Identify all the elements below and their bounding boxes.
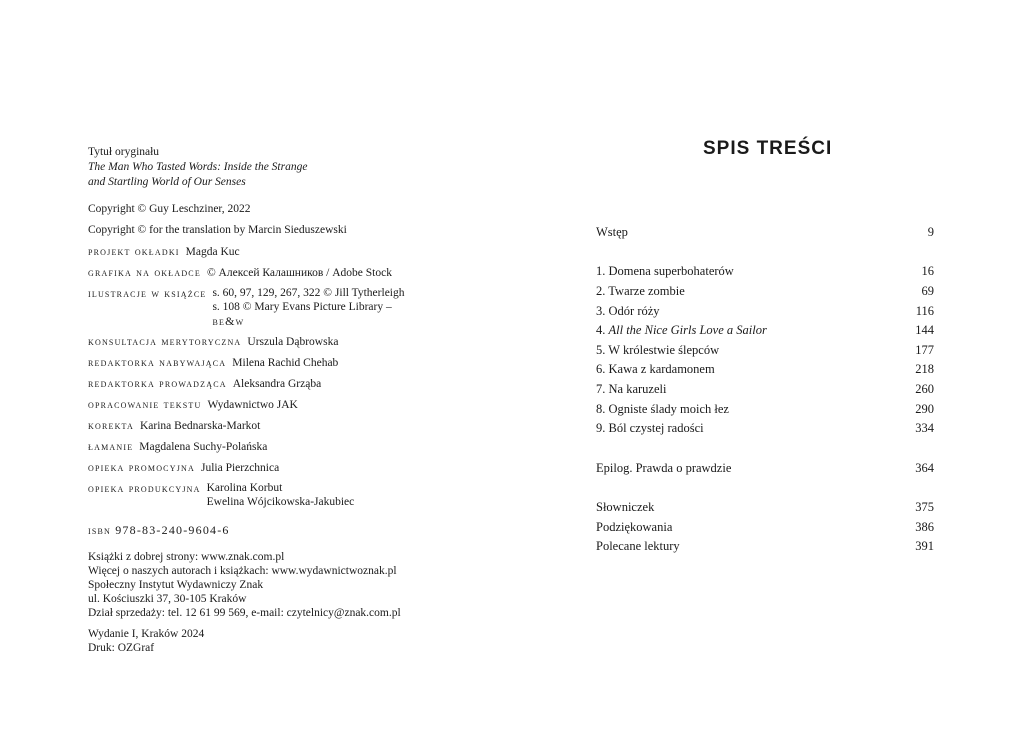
publisher-line: Dział sprzedaży: tel. 12 61 99 569, e-mail: czytelnicy@znak.com.pl: [88, 607, 401, 619]
credit-role: łamanie: [88, 439, 134, 453]
credit-managing-editor: [88, 376, 321, 391]
credit-name: Urszula Dąbrowska: [247, 336, 339, 348]
toc-entry-page: 69: [921, 284, 934, 298]
credit-illustrations: [88, 286, 405, 329]
credit-name: © Алексей Калашников / Adobe Stock: [206, 267, 392, 279]
toc-entry-number: 4.: [596, 323, 609, 337]
credit-name: Karina Bednarska-Markot: [139, 420, 261, 432]
edition: Wydanie I, Kraków 2024: [88, 628, 205, 640]
toc-entry-page: 144: [915, 323, 934, 337]
credit-role: opracowanie tekstu: [88, 397, 202, 411]
toc-entry-page: 16: [921, 264, 934, 278]
toc-entry[interactable]: [596, 520, 934, 536]
credit-name-block: [207, 481, 355, 509]
toc-entry-label: 6. Kawa z kardamonem: [596, 362, 715, 376]
credit-name: Magda Kuc: [185, 246, 240, 258]
original-title-line1: The Man Who Tasted Words: Inside the Strange: [88, 161, 308, 173]
print-info: Druk: OZGraf: [88, 642, 155, 654]
credit-name-block: [212, 286, 404, 329]
toc-entry-label: 2. Twarze zombie: [596, 284, 685, 298]
original-title-line2: and Startling World of Our Senses: [88, 176, 246, 188]
toc-entry[interactable]: [596, 284, 934, 300]
toc-entry[interactable]: [596, 343, 934, 359]
toc-entry-page: 364: [915, 461, 934, 475]
toc-entry-label: 9. Ból czystej radości: [596, 421, 704, 435]
toc-entry[interactable]: [596, 362, 934, 378]
toc-entry[interactable]: [596, 402, 934, 418]
credit-production: [88, 481, 354, 509]
isbn: isbn 978-83-240-9604-6: [88, 523, 230, 537]
toc-entry-label: 5. W królestwie ślepców: [596, 343, 720, 357]
toc-entry[interactable]: [596, 323, 934, 339]
credit-consultation: [88, 334, 338, 349]
credit-name: Wydawnictwo JAK: [207, 399, 298, 411]
toc-entry-label: Epilog. Prawda o prawdzie: [596, 461, 732, 475]
credit-role: korekta: [88, 418, 134, 432]
credit-role: opieka promocyjna: [88, 460, 195, 474]
toc-entry-label: Podziękowania: [596, 520, 673, 534]
toc-entry-label: 1. Domena superbohaterów: [596, 264, 734, 278]
credit-role: ilustracje w książce: [88, 286, 207, 300]
credit-name: Magdalena Suchy-Polańska: [139, 441, 268, 453]
toc-entry-page: 290: [915, 402, 934, 416]
toc-entry-page: 260: [915, 382, 934, 396]
publisher-line: Więcej o naszych autorach i książkach: www.wydawnictwoznak.pl: [88, 565, 397, 577]
toc-entry-label: All the Nice Girls Love a Sailor: [608, 323, 767, 337]
credit-role: redaktorka prowadząca: [88, 376, 227, 390]
credit-text-editing: [88, 397, 298, 412]
credit-cover-design: [88, 244, 240, 259]
credit-name: Aleksandra Grząba: [232, 378, 322, 390]
credit-name-3: be&w: [212, 314, 245, 328]
credit-name-2: Ewelina Wójcikowska-Jakubiec: [206, 496, 355, 508]
toc-entry-label-wrap: [596, 323, 767, 339]
toc-entry-page: 386: [915, 520, 934, 534]
toc-entry[interactable]: [596, 500, 934, 516]
toc-title: SPIS TREŚCI: [703, 138, 833, 159]
credit-proofreading: [88, 418, 260, 433]
toc-entry-label: Polecane lektury: [596, 539, 680, 553]
credit-role: projekt okładki: [88, 244, 180, 258]
toc-entry[interactable]: [596, 264, 934, 280]
toc-entry-label: 8. Ogniste ślady moich łez: [596, 402, 729, 416]
credit-name: s. 60, 97, 129, 267, 322 © Jill Tytherleigh: [212, 287, 405, 299]
publisher-line: ul. Kościuszki 37, 30-105 Kraków: [88, 593, 247, 605]
credit-cover-graphic: [88, 265, 392, 280]
original-title-label: Tytuł oryginału: [88, 146, 160, 158]
copyright-author: Copyright © Guy Leschziner, 2022: [88, 203, 251, 215]
publisher-line: Książki z dobrej strony: www.znak.com.pl: [88, 551, 285, 563]
credit-name: Milena Rachid Chehab: [232, 357, 339, 369]
toc-entry-label: Wstęp: [596, 225, 628, 239]
credit-name: Julia Pierzchnica: [200, 462, 280, 474]
toc-entry-page: 334: [915, 421, 934, 435]
toc-entry-page: 116: [915, 304, 934, 318]
toc-entry[interactable]: [596, 461, 934, 477]
copyright-translation: Copyright © for the translation by Marcin Sieduszewski: [88, 224, 347, 236]
toc-entry[interactable]: [596, 539, 934, 555]
toc-entry-label: 7. Na karuzeli: [596, 382, 667, 396]
toc-entry-page: 177: [915, 343, 934, 357]
toc-entry[interactable]: [596, 225, 934, 241]
credit-role: opieka produkcyjna: [88, 481, 201, 495]
toc-entry-page: 218: [915, 362, 934, 376]
credit-role: grafika na okładce: [88, 265, 201, 279]
credit-name-2: s. 108 © Mary Evans Picture Library –: [212, 301, 392, 313]
credit-name: Karolina Korbut: [206, 482, 283, 494]
credit-role: konsultacja merytoryczna: [88, 334, 242, 348]
toc-entry-page: 9: [927, 225, 934, 239]
credit-role: redaktorka nabywająca: [88, 355, 227, 369]
toc-entry-page: 391: [915, 539, 934, 553]
publisher-line: Społeczny Instytut Wydawniczy Znak: [88, 579, 264, 591]
toc-entry-label: Słowniczek: [596, 500, 655, 514]
credit-typesetting: [88, 439, 267, 454]
credit-promotion: [88, 460, 279, 475]
toc-entry-label: 3. Odór róży: [596, 304, 660, 318]
toc-entry[interactable]: [596, 304, 934, 320]
credit-acquiring-editor: [88, 355, 338, 370]
toc-entry[interactable]: [596, 421, 934, 437]
toc-entry-page: 375: [915, 500, 934, 514]
toc-entry[interactable]: [596, 382, 934, 398]
